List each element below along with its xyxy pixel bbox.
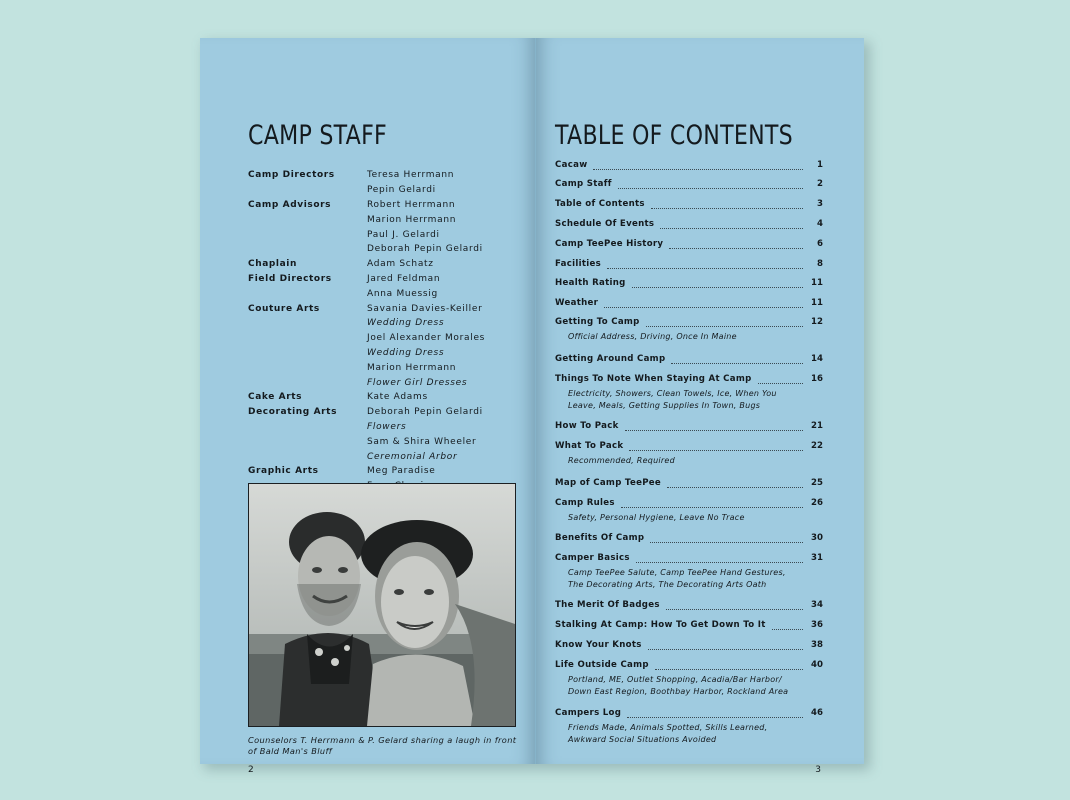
- toc-page-number: 21: [811, 421, 823, 431]
- toc-leader-dots: [632, 286, 803, 288]
- toc-entry[interactable]: [555, 298, 823, 310]
- staff-name: Sam & Shira Wheeler: [367, 436, 477, 447]
- page-heading: CAMP STAFF: [248, 120, 388, 151]
- toc-page-number: 31: [811, 553, 823, 563]
- toc-page-number: 3: [817, 199, 823, 209]
- toc-leader-dots: [604, 306, 803, 308]
- toc-leader-dots: [593, 168, 803, 170]
- toc-title: Weather: [555, 298, 599, 308]
- toc-title: Map of Camp TeePee: [555, 478, 662, 488]
- toc-leader-dots: [607, 267, 803, 269]
- toc-page-number: 40: [811, 660, 823, 670]
- staff-name: Savania Davies-Keiller: [367, 303, 483, 314]
- toc-title: Benefits Of Camp: [555, 533, 645, 543]
- staff-row: [248, 375, 528, 390]
- toc-leader-dots: [646, 325, 803, 327]
- toc-entry[interactable]: [555, 660, 823, 698]
- staff-name: Joel Alexander Morales: [367, 333, 486, 344]
- toc-title: Health Rating: [555, 278, 626, 288]
- staff-credit-note: Flower Girl Dresses: [367, 377, 468, 388]
- page-number: 3: [815, 765, 821, 775]
- staff-name: Marion Herrmann: [367, 214, 457, 225]
- page-table-of-contents: [536, 38, 864, 775]
- toc-page-number: 4: [817, 219, 823, 229]
- staff-name: Kate Adams: [367, 392, 428, 403]
- toc-leader-dots: [651, 207, 803, 209]
- staff-name: Jared Feldman: [367, 273, 441, 284]
- toc-entry[interactable]: [555, 640, 823, 652]
- toc-entry[interactable]: [555, 259, 823, 271]
- staff-name: Teresa Herrmann: [367, 170, 455, 181]
- staff-row: [248, 316, 528, 331]
- staff-role: Graphic Arts: [248, 466, 319, 477]
- toc-page-number: 38: [811, 640, 823, 650]
- staff-row: [248, 464, 528, 479]
- staff-row: [248, 227, 528, 242]
- staff-role: Cake Arts: [248, 392, 303, 403]
- toc-entry[interactable]: [555, 179, 823, 191]
- toc-title: What To Pack: [555, 441, 624, 451]
- toc-title: Facilities: [555, 259, 602, 269]
- toc-leader-dots: [648, 648, 803, 650]
- page-camp-staff: [200, 38, 536, 775]
- staff-credit-note: Flowers: [367, 421, 407, 432]
- staff-row: [248, 286, 528, 301]
- staff-name: Deborah Pepin Gelardi: [367, 407, 483, 418]
- toc-title: How To Pack: [555, 421, 619, 431]
- toc-subtopics: Official Address, Driving, Once In Maine: [568, 332, 737, 341]
- staff-name: Robert Herrmann: [367, 199, 456, 210]
- photo-illustration: [249, 484, 515, 726]
- toc-entry[interactable]: [555, 219, 823, 231]
- toc-leader-dots: [629, 449, 803, 451]
- toc-leader-dots: [758, 382, 803, 384]
- staff-role: Field Directors: [248, 273, 332, 284]
- toc-title: Know Your Knots: [555, 640, 642, 650]
- staff-row: [248, 198, 528, 213]
- toc-title: Campers Log: [555, 708, 622, 718]
- toc-page-number: 11: [811, 278, 823, 288]
- toc-subtopics: Portland, ME, Outlet Shopping, Acadia/Bar Harbor/ Down East Region, Boothbay Harbor, Rockland Area: [568, 675, 789, 696]
- staff-name: Anna Muessig: [367, 288, 438, 299]
- staff-role: Chaplain: [248, 259, 297, 270]
- staff-credit-note: Wedding Dress: [367, 347, 445, 358]
- toc-page-number: 36: [811, 620, 823, 630]
- toc-entry[interactable]: [555, 441, 823, 467]
- page-number: 2: [248, 765, 254, 775]
- toc-subtopics: Camp TeePee Salute, Camp TeePee Hand Gestures, The Decorating Arts, The Decorating Arts Oath: [568, 568, 786, 589]
- toc-entry[interactable]: [555, 553, 823, 591]
- toc-title: Stalking At Camp: How To Get Down To It: [555, 620, 766, 630]
- toc-leader-dots: [669, 247, 803, 249]
- toc-title: Cacaw: [555, 160, 588, 170]
- staff-row: [248, 331, 528, 346]
- toc-title: Things To Note When Staying At Camp: [555, 374, 752, 384]
- toc-entry[interactable]: [555, 498, 823, 524]
- toc-entry[interactable]: [555, 374, 823, 412]
- staff-name: Adam Schatz: [367, 259, 434, 270]
- staff-role: Camp Advisors: [248, 199, 332, 210]
- toc-leader-dots: [772, 628, 803, 630]
- toc-entry[interactable]: [555, 533, 823, 545]
- staff-row: [248, 257, 528, 272]
- toc-page-number: 2: [817, 179, 823, 189]
- toc-page-number: 6: [817, 239, 823, 249]
- staff-role: Decorating Arts: [248, 407, 338, 418]
- toc-title: Schedule Of Events: [555, 219, 655, 229]
- toc-entry[interactable]: [555, 620, 823, 632]
- staff-row: [248, 360, 528, 375]
- toc-page-number: 22: [811, 441, 823, 451]
- toc-entry[interactable]: [555, 478, 823, 490]
- staff-row: [248, 405, 528, 420]
- toc-title: The Merit Of Badges: [555, 600, 660, 610]
- toc-entry[interactable]: [555, 421, 823, 433]
- counselors-photo: [248, 483, 516, 727]
- staff-name: Paul J. Gelardi: [367, 229, 440, 240]
- toc-subtopics: Recommended, Required: [568, 456, 675, 465]
- toc-leader-dots: [636, 561, 803, 563]
- toc-title: Life Outside Camp: [555, 660, 649, 670]
- photo-caption: Counselors T. Herrmann & P. Gelard sharing a laugh in front of Bald Man's Bluff: [248, 735, 517, 756]
- staff-row: [248, 390, 528, 405]
- page-heading: TABLE OF CONTENTS: [555, 120, 793, 151]
- staff-row: [248, 346, 528, 361]
- toc-page-number: 30: [811, 533, 823, 543]
- toc-leader-dots: [660, 227, 803, 229]
- toc-leader-dots: [627, 716, 803, 718]
- toc-title: Camp Staff: [555, 179, 612, 189]
- toc-page-number: 46: [811, 708, 823, 718]
- toc-page-number: 1: [817, 160, 823, 170]
- toc-subtopics: Safety, Personal Hygiene, Leave No Trace: [568, 513, 745, 522]
- toc-title: Getting Around Camp: [555, 354, 666, 364]
- toc-entry[interactable]: [555, 160, 823, 172]
- toc-entry[interactable]: [555, 600, 823, 612]
- toc-leader-dots: [655, 668, 803, 670]
- toc-leader-dots: [621, 506, 803, 508]
- toc-entry[interactable]: [555, 239, 823, 251]
- toc-page-number: 26: [811, 498, 823, 508]
- staff-row: [248, 183, 528, 198]
- toc-title: Camper Basics: [555, 553, 630, 563]
- toc-subtopics: Friends Made, Animals Spotted, Skills Learned, Awkward Social Situations Avoided: [568, 723, 768, 744]
- staff-row: [248, 420, 528, 435]
- staff-name: Meg Paradise: [367, 466, 436, 477]
- toc-leader-dots: [625, 429, 803, 431]
- staff-row: [248, 272, 528, 287]
- staff-name: Pepin Gelardi: [367, 185, 436, 196]
- staff-credit-note: Wedding Dress: [367, 318, 445, 329]
- staff-name: Deborah Pepin Gelardi: [367, 244, 483, 255]
- staff-credit-note: Ceremonial Arbor: [367, 451, 458, 462]
- toc-title: Table of Contents: [555, 199, 645, 209]
- toc-title: Camp Rules: [555, 498, 615, 508]
- toc-leader-dots: [666, 608, 803, 610]
- staff-row: [248, 449, 528, 464]
- toc-title: Getting To Camp: [555, 317, 640, 327]
- toc-entry[interactable]: [555, 278, 823, 290]
- toc-entry[interactable]: [555, 708, 823, 746]
- toc-leader-dots: [650, 541, 803, 543]
- staff-role: Couture Arts: [248, 303, 320, 314]
- staff-row: [248, 212, 528, 227]
- staff-row: [248, 301, 528, 316]
- toc-subtopics: Electricity, Showers, Clean Towels, Ice, When You Leave, Meals, Getting Supplies In Town, Bugs: [568, 389, 777, 410]
- toc-entry[interactable]: [555, 354, 823, 366]
- toc-leader-dots: [667, 486, 803, 488]
- staff-row: [248, 168, 528, 183]
- toc-leader-dots: [671, 362, 803, 364]
- toc-page-number: 11: [811, 298, 823, 308]
- toc-page-number: 16: [811, 374, 823, 384]
- staff-row: [248, 242, 528, 257]
- toc-entry[interactable]: [555, 199, 823, 211]
- toc-title: Camp TeePee History: [555, 239, 664, 249]
- staff-name: Marion Herrmann: [367, 362, 457, 373]
- toc-page-number: 12: [811, 317, 823, 327]
- staff-row: [248, 434, 528, 449]
- toc-page-number: 14: [811, 354, 823, 364]
- toc-page-number: 34: [811, 600, 823, 610]
- toc-entry[interactable]: [555, 317, 823, 343]
- toc-page-number: 8: [817, 259, 823, 269]
- staff-role: Camp Directors: [248, 170, 335, 181]
- toc-page-number: 25: [811, 478, 823, 488]
- staff-list: [248, 168, 528, 508]
- toc-leader-dots: [618, 187, 803, 189]
